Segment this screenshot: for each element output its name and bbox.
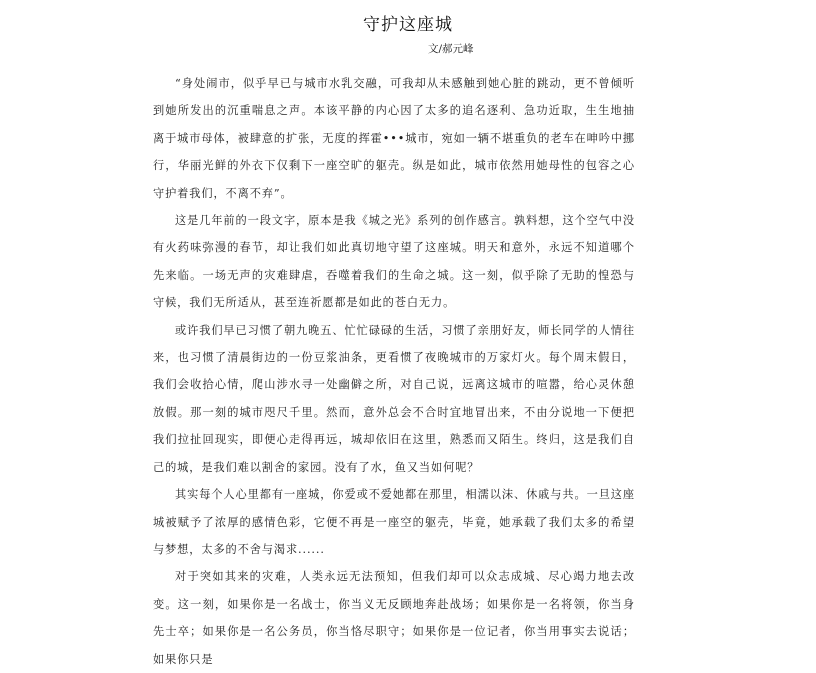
paragraph-3: 或许我们早已习惯了朝九晚五、忙忙碌碌的生活，习惯了亲朋好友，师长同学的人情往来，也习惯了清晨街边的一份豆浆油条，更看惯了夜晚城市的万家灯火。每个周末假日，我们会收拾心情，爬山涉水寻一处幽僻之所，对自己说，远离这城市的喧嚣，给心灵休憩放假。那一刻的城市咫尺千里。然而，意外总会不合时宜地冒出来，不由分说地一下便把我们拉扯回现实，即便心走得再远，城却依旧在这里，熟悉而又陌生。终归，这是我们自己的城，是我们难以割舍的家园。没有了水，鱼又当如何呢？ bbox=[153, 323, 635, 474]
document-body bbox=[153, 70, 635, 673]
paragraph-5: 对于突如其来的灾难，人类永远无法预知，但我们却可以众志成城、尽心竭力地去改变。这一刻，如果你是一名战士，你当义无反顾地奔赴战场；如果你是一名将领，你当身先士卒；如果你是一名公务员，你当恪尽职守；如果你是一位记者，你当用事实去说话；如果你只是 bbox=[153, 570, 635, 666]
paragraph-2: 这是几年前的一段文字，原本是我《城之光》系列的创作感言。孰料想，这个空气中没有火药味弥漫的春节，却让我们如此真切地守望了这座城。明天和意外，永远不知道哪个先来临。一场无声的灾难肆虐，吞噬着我们的生命之城。这一刻，似乎除了无助的惶恐与守候，我们无所适从，甚至连祈愿都是如此的苍白无力。 bbox=[153, 214, 635, 310]
document-author: 文/郝元峰 bbox=[428, 43, 474, 55]
document-title: 守护这座城 bbox=[363, 15, 453, 35]
paragraph-1: “身处闹市，似乎早已与城市水乳交融，可我却从未感触到她心脏的跳动，更不曾倾听到她所发出的沉重喘息之声。本该平静的内心因了太多的追名逐利、急功近取，生生地抽离于城市母体，被肆意的扩张，无度的挥霍•••城市，宛如一辆不堪重负的老车在呻吟中挪行，华丽光鲜的外衣下仅剩下一座空旷的躯壳。纵是如此，城市依然用她母性的包容之心守护着我们，不离不弃”。 bbox=[153, 77, 635, 200]
paragraph-4: 其实每个人心里都有一座城，你爱或不爱她都在那里，相濡以沫、休戚与共。一旦这座城被赋予了浓厚的感情色彩，它便不再是一座空的躯壳，毕竟，她承载了我们太多的希望与梦想，太多的不舍与渴求...... bbox=[153, 488, 635, 556]
